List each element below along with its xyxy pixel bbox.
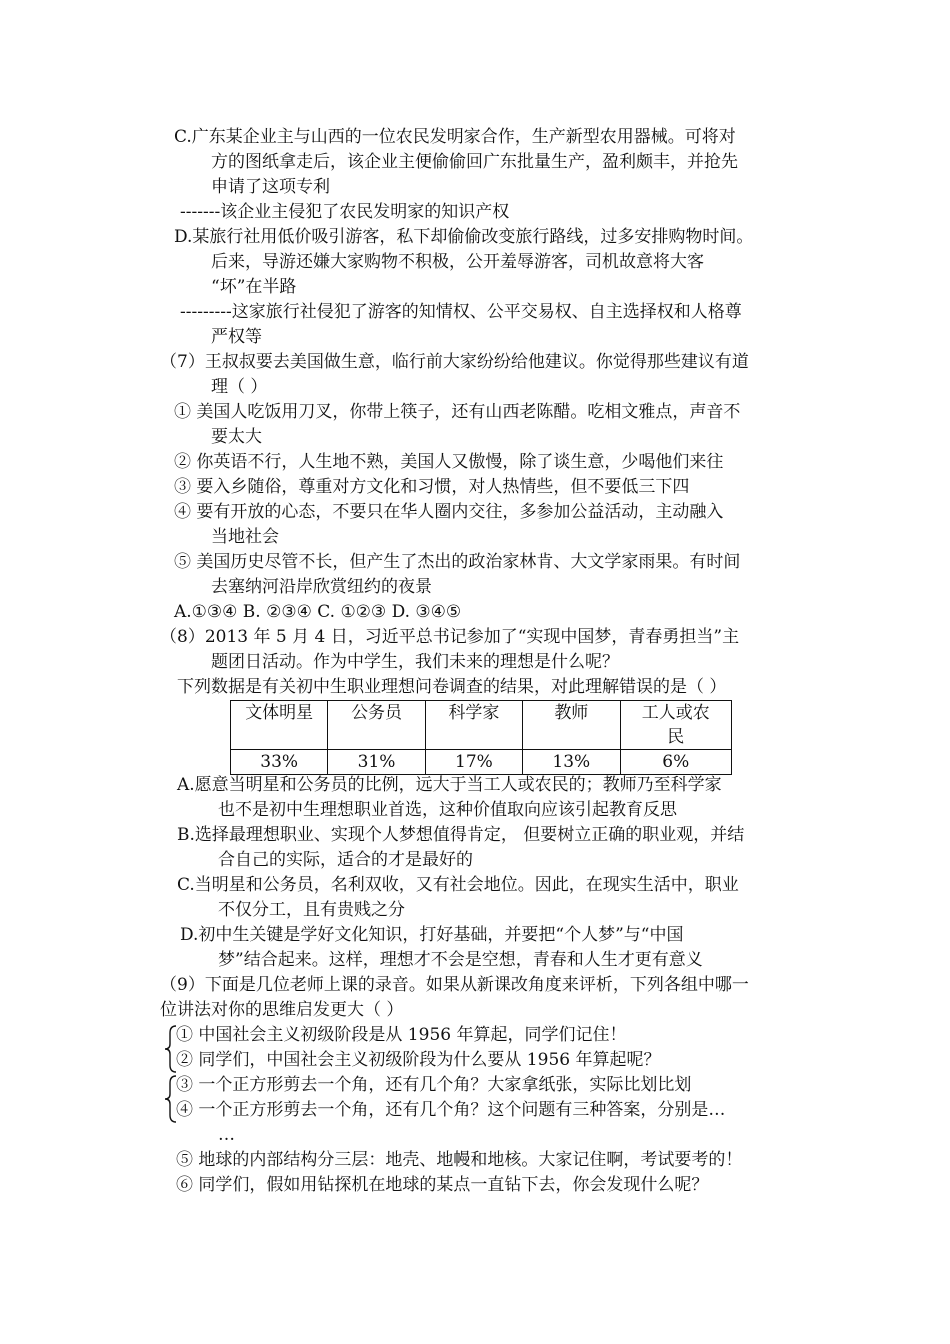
q7-stem-2: 理（ ） [211,377,268,397]
q8-stem-1: （8）2013 年 5 月 4 日，习近平总书记参加了“实现中国梦，青春勇担当”主 [160,627,740,647]
option-d-line-1: D.某旅行社用低价吸引游客，私下却偷偷改变旅行路线，过多安排购物时间。 [174,227,754,247]
survey-value-cell: 6% [620,750,732,775]
option-c-line-1: C.广东某企业主与山西的一位农民发明家合作，生产新型农用器械。可将对 [174,127,736,147]
option-c-line-2: 方的图纸拿走后，该企业主便偷偷回广东批量生产，盈利颇丰，并抢先 [211,152,738,172]
q9-stem-2: 位讲法对你的思维启发更大（ ） [160,1000,404,1020]
q7-item-1: ① 美国人吃饭用刀叉，你带上筷子，还有山西老陈醋。吃相文雅点，声音不 [174,402,741,422]
survey-table [230,700,732,775]
q9-item-1: ① 中国社会主义初级阶段是从 1956 年算起，同学们记住！ [176,1025,627,1045]
q9-item-6: ⑥ 同学们，假如用钻探机在地球的某点一直钻下去，你会发现什么呢？ [176,1175,709,1195]
q8-option-a: A.愿意当明星和公务员的比例，远大于当工人或农民的；教师乃至科学家 [177,775,722,795]
q8-stem-2: 题团日活动。作为中学生，我们未来的理想是什么呢？ [211,652,619,672]
survey-table-header-row [231,701,732,750]
survey-header-cell: 公务员 [328,701,425,750]
q7-item-3: ③ 要入乡随俗，尊重对方文化和习惯，对人热情些，但不要低三下四 [174,477,690,497]
q9-item-2: ② 同学们，中国社会主义初级阶段为什么要从 1956 年算起呢？ [176,1050,661,1070]
q7-item-5-cont: 去塞纳河沿岸欣赏纽约的夜景 [211,577,432,597]
q7-item-1-cont: 要太大 [211,427,262,447]
option-d-conclusion-1: ---------这家旅行社侵犯了游客的知情权、公平交易权、自主选择权和人格尊 [180,302,742,322]
q9-item-4-cont: … [218,1125,235,1145]
q9-item-3: ③ 一个正方形剪去一个角，还有几个角？大家拿纸张，实际比划比划 [176,1075,692,1095]
q7-item-5: ⑤ 美国历史尽管不长，但产生了杰出的政治家林肯、大文学家雨果。有时间 [174,552,741,572]
q8-option-d-cont: 梦”结合起来。这样，理想才不会是空想，青春和人生才更有意义 [218,950,703,970]
q8-option-c-cont: 不仅分工，且有贵贱之分 [218,900,405,920]
q7-item-2: ② 你英语不行，人生地不熟，美国人又傲慢，除了谈生意，少喝他们来往 [174,452,724,472]
q8-option-b-cont: 合自己的实际，适合的才是最好的 [218,850,473,870]
survey-header-cell: 文体明星 [231,701,328,750]
survey-value-cell: 31% [328,750,425,775]
survey-header-cell: 科学家 [425,701,522,750]
option-d-line-3: “坏”在半路 [211,277,297,297]
option-c-conclusion: -------该企业主侵犯了农民发明家的知识产权 [180,202,510,222]
q8-option-b: B.选择最理想职业、实现个人梦想值得肯定， 但要树立正确的职业观，并结 [177,825,745,845]
q8-option-c: C.当明星和公务员，名利双收，又有社会地位。因此，在现实生活中，职业 [177,875,739,895]
q8-intro: 下列数据是有关初中生职业理想问卷调查的结果，对此理解错误的是（ ） [177,677,727,697]
survey-header-cell: 教师 [523,701,620,750]
survey-header-cell [620,701,732,750]
survey-table-value-row [231,750,732,775]
q7-item-4: ④ 要有开放的心态，不要只在华人圈内交往，多参加公益活动，主动融入 [174,502,724,522]
q8-option-d: D.初中生关键是学好文化知识，打好基础，并要把“个人梦”与“中国 [180,925,684,945]
q7-choices: A.①③④ B. ②③④ C. ①②③ D. ③④⑤ [174,602,462,622]
survey-value-cell: 17% [425,750,522,775]
option-d-conclusion-2: 严权等 [211,327,262,347]
option-d-line-2: 后来，导游还嫌大家购物不积极，公开羞辱游客，司机故意将大客 [211,252,704,272]
survey-header-cell-text: 工人或农民 [641,703,710,747]
survey-value-cell: 33% [231,750,328,775]
q7-item-4-cont: 当地社会 [211,527,279,547]
survey-value-cell: 13% [523,750,620,775]
q9-item-4: ④ 一个正方形剪去一个角，还有几个角？这个问题有三种答案，分别是… [176,1100,726,1120]
q9-item-5: ⑤ 地球的内部结构分三层：地壳、地幔和地核。大家记住啊，考试要考的！ [176,1150,743,1170]
q7-stem-1: （7）王叔叔要去美国做生意，临行前大家纷纷给他建议。你觉得那些建议有道 [160,352,749,372]
q9-stem-1: （9）下面是几位老师上课的录音。如果从新课改角度来评析，下列各组中哪一 [160,975,749,995]
q8-option-a-cont: 也不是初中生理想职业首选，这种价值取向应该引起教育反思 [218,800,677,820]
option-c-line-3: 申请了这项专利 [211,177,330,197]
